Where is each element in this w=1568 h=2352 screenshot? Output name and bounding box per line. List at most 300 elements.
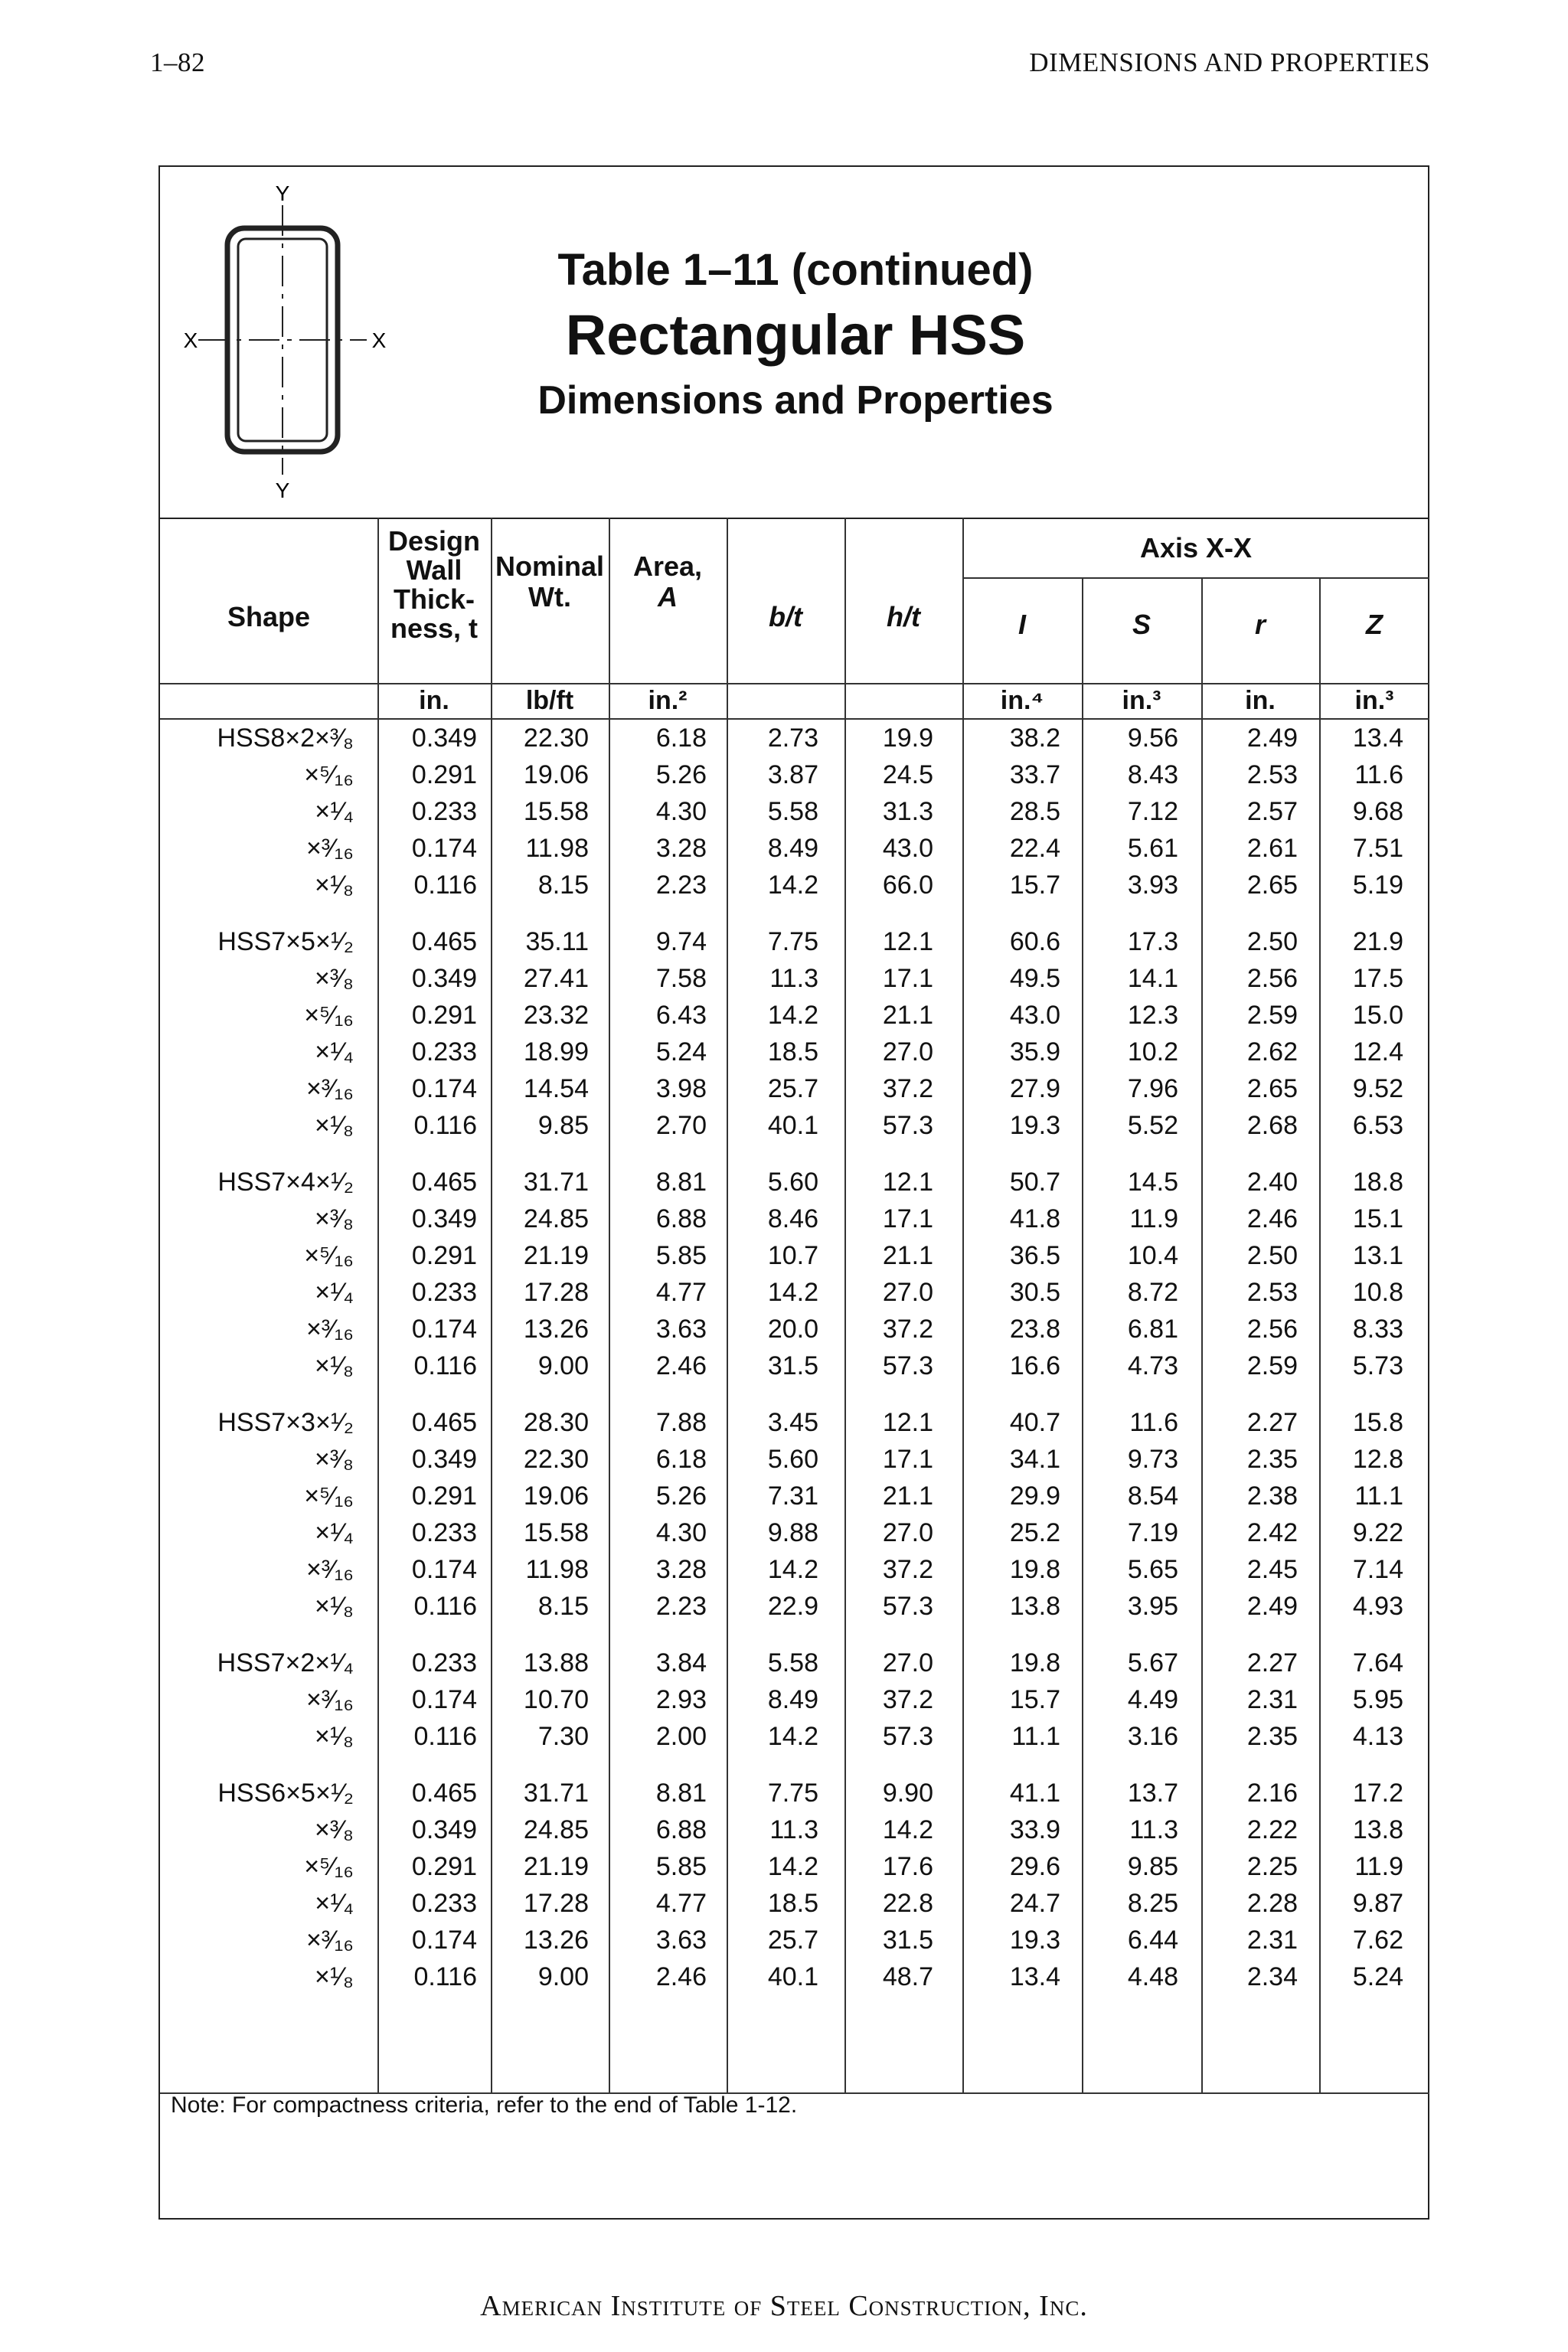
value-cell: 18.8 — [1352, 1168, 1403, 1197]
value-cell: 0.233 — [411, 1518, 477, 1547]
axis-x-right-label: X — [371, 328, 387, 352]
value-cell: 13.1 — [1352, 1241, 1403, 1270]
value-cell: 2.56 — [1246, 964, 1298, 993]
shape-cell: ×³⁄₁₆ — [305, 1926, 354, 1955]
value-cell: 35.9 — [1009, 1037, 1060, 1067]
value-cell: 0.349 — [411, 1445, 477, 1474]
value-cell: 8.81 — [655, 1779, 707, 1808]
value-cell: 8.43 — [1127, 760, 1178, 789]
value-cell: 2.53 — [1246, 760, 1298, 789]
value-cell: 0.465 — [411, 1168, 477, 1197]
shape-cell: ×³⁄₈ — [315, 964, 354, 993]
value-cell: 15.1 — [1352, 1204, 1403, 1233]
shape-cell: ×¹⁄₈ — [315, 1962, 354, 1991]
shape-cell: ×³⁄₁₆ — [305, 1685, 354, 1714]
value-cell: 0.174 — [411, 1555, 477, 1584]
shape-cell: HSS7×5×¹⁄₂ — [217, 927, 354, 956]
shape-cell: ×³⁄₁₆ — [305, 1074, 354, 1103]
value-cell: 33.9 — [1009, 1815, 1060, 1844]
value-cell: 12.3 — [1127, 1001, 1178, 1030]
shape-cell: ×¹⁄₈ — [315, 1592, 354, 1621]
value-cell: 2.59 — [1246, 1001, 1298, 1030]
shape-cell: HSS6×5×¹⁄₂ — [217, 1779, 354, 1808]
shape-cell: ×¹⁄₄ — [315, 797, 354, 826]
value-cell: 2.56 — [1246, 1315, 1298, 1344]
value-cell: 40.1 — [767, 1111, 818, 1140]
value-cell: 20.0 — [767, 1315, 818, 1344]
value-cell: 19.3 — [1009, 1111, 1060, 1140]
value-cell: 2.28 — [1246, 1889, 1298, 1918]
value-cell: 2.31 — [1246, 1685, 1298, 1714]
value-cell: 14.5 — [1127, 1168, 1178, 1197]
value-cell: 8.25 — [1127, 1889, 1178, 1918]
value-cell: 4.49 — [1127, 1685, 1178, 1714]
value-cell: 14.2 — [882, 1815, 933, 1844]
value-cell: 21.9 — [1352, 927, 1403, 956]
value-cell: 9.85 — [537, 1111, 589, 1140]
unit-area: in.² — [648, 686, 688, 715]
value-cell: 38.2 — [1009, 724, 1060, 753]
value-cell: 0.349 — [411, 1204, 477, 1233]
header-thickness: Design Wall Thick- ness, t — [387, 525, 481, 644]
value-cell: 4.93 — [1352, 1592, 1403, 1621]
value-cell: 7.30 — [537, 1722, 589, 1751]
value-cell: 11.3 — [769, 964, 818, 993]
value-cell: 57.3 — [882, 1592, 933, 1621]
value-cell: 10.4 — [1127, 1241, 1178, 1270]
value-cell: 2.49 — [1246, 1592, 1298, 1621]
value-cell: 34.1 — [1009, 1445, 1060, 1474]
value-cell: 22.4 — [1009, 834, 1060, 863]
value-cell: 0.349 — [411, 1815, 477, 1844]
value-cell: 17.28 — [523, 1889, 589, 1918]
value-cell: 19.8 — [1009, 1555, 1060, 1584]
value-cell: 4.48 — [1127, 1962, 1178, 1991]
shape-cell: ×⁵⁄₁₆ — [304, 1481, 354, 1511]
unit-t: in. — [419, 686, 449, 715]
value-cell: 2.27 — [1246, 1408, 1298, 1437]
value-cell: 0.465 — [411, 1408, 477, 1437]
value-cell: 31.5 — [767, 1351, 818, 1380]
value-cell: 5.58 — [767, 797, 818, 826]
value-cell: 3.63 — [655, 1315, 707, 1344]
value-cell: 17.1 — [882, 1445, 933, 1474]
value-cell: 5.58 — [767, 1648, 818, 1677]
value-cell: 17.6 — [882, 1852, 933, 1881]
value-cell: 0.233 — [411, 1648, 477, 1677]
value-cell: 8.81 — [655, 1168, 707, 1197]
value-cell: 17.3 — [1127, 927, 1178, 956]
value-cell: 14.2 — [767, 1852, 818, 1881]
value-cell: 3.93 — [1127, 871, 1178, 900]
shape-cell: ×¹⁄₄ — [315, 1889, 354, 1918]
value-cell: 15.0 — [1352, 1001, 1403, 1030]
value-cell: 21.19 — [523, 1241, 589, 1270]
value-cell: 21.1 — [882, 1481, 933, 1511]
value-cell: 17.28 — [523, 1278, 589, 1307]
value-cell: 0.174 — [411, 1315, 477, 1344]
value-cell: 6.18 — [655, 1445, 707, 1474]
value-cell: 2.00 — [655, 1722, 707, 1751]
value-cell: 0.233 — [411, 797, 477, 826]
value-cell: 2.16 — [1246, 1779, 1298, 1808]
shape-cell: HSS8×2×³⁄₈ — [217, 724, 354, 753]
header-shape: Shape — [227, 601, 311, 632]
value-cell: 0.291 — [411, 760, 477, 789]
value-cell: 27.0 — [882, 1648, 933, 1677]
value-cell: 0.116 — [413, 1592, 477, 1621]
shape-cell: ×³⁄₁₆ — [305, 1555, 354, 1584]
value-cell: 15.7 — [1009, 871, 1060, 900]
value-cell: 0.291 — [411, 1241, 477, 1270]
value-cell: 2.35 — [1246, 1445, 1298, 1474]
value-cell: 37.2 — [882, 1685, 933, 1714]
value-cell: 7.62 — [1352, 1926, 1403, 1955]
value-cell: 43.0 — [882, 834, 933, 863]
value-cell: 0.233 — [411, 1278, 477, 1307]
header-axis: Axis X-X — [1139, 532, 1253, 564]
value-cell: 13.88 — [523, 1648, 589, 1677]
value-cell: 0.291 — [411, 1001, 477, 1030]
shape-cell: ×³⁄₁₆ — [305, 1315, 354, 1344]
unit-S: in.³ — [1122, 686, 1161, 715]
value-cell: 6.18 — [655, 724, 707, 753]
value-cell: 49.5 — [1009, 964, 1060, 993]
value-cell: 0.174 — [411, 1685, 477, 1714]
value-cell: 2.46 — [1246, 1204, 1298, 1233]
shape-cell: ×⁵⁄₁₆ — [304, 1852, 354, 1881]
unit-I: in.⁴ — [1000, 686, 1044, 715]
value-cell: 57.3 — [882, 1351, 933, 1380]
value-cell: 2.46 — [655, 1962, 707, 1991]
value-cell: 18.5 — [767, 1037, 818, 1067]
value-cell: 13.26 — [523, 1926, 589, 1955]
value-cell: 12.1 — [882, 927, 933, 956]
value-cell: 29.6 — [1009, 1852, 1060, 1881]
value-cell: 14.2 — [767, 1722, 818, 1751]
value-cell: 5.65 — [1127, 1555, 1178, 1584]
shape-cell: ×¹⁄₈ — [315, 1111, 354, 1140]
value-cell: 37.2 — [882, 1315, 933, 1344]
value-cell: 5.52 — [1127, 1111, 1178, 1140]
value-cell: 6.88 — [655, 1204, 707, 1233]
header-ht: h/t — [887, 601, 920, 632]
value-cell: 40.7 — [1009, 1408, 1060, 1437]
value-cell: 3.63 — [655, 1926, 707, 1955]
value-cell: 9.56 — [1127, 724, 1178, 753]
value-cell: 11.1 — [1011, 1722, 1060, 1751]
value-cell: 9.52 — [1352, 1074, 1403, 1103]
value-cell: 4.73 — [1127, 1351, 1178, 1380]
value-cell: 0.116 — [413, 1351, 477, 1380]
value-cell: 2.49 — [1246, 724, 1298, 753]
header-bt: b/t — [769, 601, 802, 632]
value-cell: 15.58 — [523, 797, 589, 826]
value-cell: 9.90 — [882, 1779, 933, 1808]
value-cell: 0.174 — [411, 834, 477, 863]
value-cell: 13.4 — [1009, 1962, 1060, 1991]
value-cell: 11.1 — [1354, 1481, 1403, 1511]
value-cell: 24.7 — [1009, 1889, 1060, 1918]
value-cell: 9.85 — [1127, 1852, 1178, 1881]
value-cell: 0.116 — [413, 1722, 477, 1751]
value-cell: 12.8 — [1352, 1445, 1403, 1474]
value-cell: 0.116 — [413, 871, 477, 900]
value-cell: 4.77 — [655, 1278, 707, 1307]
shape-cell: ×¹⁄₄ — [315, 1518, 354, 1547]
value-cell: 19.06 — [523, 760, 589, 789]
header-weight: Nominal Wt. — [495, 550, 604, 612]
value-cell: 27.0 — [882, 1518, 933, 1547]
value-cell: 31.71 — [523, 1168, 589, 1197]
value-cell: 8.33 — [1352, 1315, 1403, 1344]
value-cell: 8.49 — [767, 834, 818, 863]
shape-cell: ×⁵⁄₁₆ — [304, 1001, 354, 1030]
value-cell: 11.6 — [1354, 760, 1403, 789]
value-cell: 8.54 — [1127, 1481, 1178, 1511]
value-cell: 9.87 — [1352, 1889, 1403, 1918]
value-cell: 5.24 — [1352, 1962, 1403, 1991]
value-cell: 2.73 — [767, 724, 818, 753]
value-cell: 5.26 — [655, 760, 707, 789]
value-cell: 11.3 — [769, 1815, 818, 1844]
header-I: I — [1018, 609, 1026, 640]
value-cell: 27.0 — [882, 1278, 933, 1307]
value-cell: 0.116 — [413, 1962, 477, 1991]
value-cell: 2.53 — [1246, 1278, 1298, 1307]
value-cell: 2.42 — [1246, 1518, 1298, 1547]
value-cell: 5.73 — [1352, 1351, 1403, 1380]
value-cell: 12.4 — [1352, 1037, 1403, 1067]
value-cell: 25.7 — [767, 1926, 818, 1955]
shape-cell: ×¹⁄₈ — [315, 1722, 354, 1751]
value-cell: 8.46 — [767, 1204, 818, 1233]
shape-cell: HSS7×4×¹⁄₂ — [217, 1168, 354, 1197]
value-cell: 13.8 — [1352, 1815, 1403, 1844]
value-cell: 2.27 — [1246, 1648, 1298, 1677]
value-cell: 15.7 — [1009, 1685, 1060, 1714]
value-cell: 8.72 — [1127, 1278, 1178, 1307]
value-cell: 22.9 — [767, 1592, 818, 1621]
value-cell: 30.5 — [1009, 1278, 1060, 1307]
value-cell: 2.31 — [1246, 1926, 1298, 1955]
value-cell: 11.98 — [525, 1555, 589, 1584]
value-cell: 9.22 — [1352, 1518, 1403, 1547]
value-cell: 4.13 — [1352, 1722, 1403, 1751]
value-cell: 25.2 — [1009, 1518, 1060, 1547]
value-cell: 5.85 — [655, 1852, 707, 1881]
value-cell: 24.85 — [523, 1204, 589, 1233]
page-number: 1–82 — [150, 47, 205, 77]
value-cell: 14.2 — [767, 1278, 818, 1307]
value-cell: 3.98 — [655, 1074, 707, 1103]
value-cell: 0.233 — [411, 1889, 477, 1918]
value-cell: 23.32 — [523, 1001, 589, 1030]
value-cell: 22.8 — [882, 1889, 933, 1918]
value-cell: 7.19 — [1127, 1518, 1178, 1547]
shape-cell: ×³⁄₁₆ — [305, 834, 354, 863]
value-cell: 3.84 — [655, 1648, 707, 1677]
shape-cell: ×³⁄₈ — [315, 1204, 354, 1233]
value-cell: 31.3 — [882, 797, 933, 826]
value-cell: 60.6 — [1009, 927, 1060, 956]
value-cell: 2.65 — [1246, 871, 1298, 900]
value-cell: 4.30 — [655, 1518, 707, 1547]
value-cell: 2.57 — [1246, 797, 1298, 826]
value-cell: 0.291 — [411, 1481, 477, 1511]
value-cell: 17.1 — [882, 1204, 933, 1233]
value-cell: 21.1 — [882, 1241, 933, 1270]
value-cell: 31.5 — [882, 1926, 933, 1955]
value-cell: 37.2 — [882, 1555, 933, 1584]
shape-cell: ×¹⁄₈ — [315, 871, 354, 900]
value-cell: 14.2 — [767, 871, 818, 900]
header-Z: Z — [1366, 609, 1383, 640]
value-cell: 19.9 — [882, 724, 933, 753]
value-cell: 2.68 — [1246, 1111, 1298, 1140]
value-cell: 0.174 — [411, 1926, 477, 1955]
value-cell: 14.1 — [1127, 964, 1178, 993]
shape-cell: ×³⁄₈ — [315, 1445, 354, 1474]
table-label: Table 1–11 (continued) — [557, 245, 1034, 295]
value-cell: 14.2 — [767, 1001, 818, 1030]
value-cell: 17.2 — [1352, 1779, 1403, 1808]
value-cell: 5.95 — [1352, 1685, 1403, 1714]
value-cell: 2.61 — [1246, 834, 1298, 863]
value-cell: 4.30 — [655, 797, 707, 826]
value-cell: 24.5 — [882, 760, 933, 789]
value-cell: 11.9 — [1129, 1204, 1178, 1233]
value-cell: 13.7 — [1127, 1779, 1178, 1808]
value-cell: 25.7 — [767, 1074, 818, 1103]
value-cell: 11.98 — [525, 834, 589, 863]
value-cell: 2.38 — [1246, 1481, 1298, 1511]
value-cell: 2.35 — [1246, 1722, 1298, 1751]
value-cell: 12.1 — [882, 1408, 933, 1437]
value-cell: 19.8 — [1009, 1648, 1060, 1677]
value-cell: 19.06 — [523, 1481, 589, 1511]
axis-x-left-label: X — [183, 328, 198, 352]
value-cell: 31.71 — [523, 1779, 589, 1808]
value-cell: 6.88 — [655, 1815, 707, 1844]
table-subtitle: Dimensions and Properties — [537, 378, 1054, 423]
value-cell: 7.12 — [1127, 797, 1178, 826]
value-cell: 2.50 — [1246, 1241, 1298, 1270]
value-cell: 57.3 — [882, 1722, 933, 1751]
value-cell: 5.60 — [767, 1445, 818, 1474]
value-cell: 10.70 — [523, 1685, 589, 1714]
value-cell: 9.00 — [537, 1351, 589, 1380]
value-cell: 5.61 — [1127, 834, 1178, 863]
value-cell: 7.75 — [767, 927, 818, 956]
shape-cell: ×¹⁄₈ — [315, 1351, 354, 1380]
value-cell: 7.31 — [767, 1481, 818, 1511]
value-cell: 18.5 — [767, 1889, 818, 1918]
value-cell: 10.8 — [1352, 1278, 1403, 1307]
table-name: Rectangular HSS — [565, 303, 1026, 367]
value-cell: 3.45 — [767, 1408, 818, 1437]
shape-cell: ×⁵⁄₁₆ — [304, 1241, 354, 1270]
value-cell: 36.5 — [1009, 1241, 1060, 1270]
value-cell: 0.291 — [411, 1852, 477, 1881]
page-footer: American Institute of Steel Construction, Inc. — [480, 2290, 1088, 2322]
value-cell: 2.70 — [655, 1111, 707, 1140]
value-cell: 3.28 — [655, 1555, 707, 1584]
value-cell: 3.28 — [655, 834, 707, 863]
value-cell: 14.54 — [523, 1074, 589, 1103]
value-cell: 18.99 — [523, 1037, 589, 1067]
value-cell: 8.49 — [767, 1685, 818, 1714]
value-cell: 7.88 — [655, 1408, 707, 1437]
value-cell: 7.51 — [1352, 834, 1403, 863]
value-cell: 12.1 — [882, 1168, 933, 1197]
value-cell: 7.75 — [767, 1779, 818, 1808]
value-cell: 9.74 — [655, 927, 707, 956]
value-cell: 27.0 — [882, 1037, 933, 1067]
value-cell: 2.50 — [1246, 927, 1298, 956]
header-S: S — [1132, 609, 1151, 640]
value-cell: 37.2 — [882, 1074, 933, 1103]
value-cell: 5.19 — [1352, 871, 1403, 900]
value-cell: 29.9 — [1009, 1481, 1060, 1511]
value-cell: 41.1 — [1009, 1779, 1060, 1808]
value-cell: 23.8 — [1009, 1315, 1060, 1344]
value-cell: 13.4 — [1352, 724, 1403, 753]
value-cell: 27.41 — [523, 964, 589, 993]
value-cell: 2.40 — [1246, 1168, 1298, 1197]
value-cell: 4.77 — [655, 1889, 707, 1918]
value-cell: 11.3 — [1129, 1815, 1178, 1844]
value-cell: 19.3 — [1009, 1926, 1060, 1955]
value-cell: 28.30 — [523, 1408, 589, 1437]
value-cell: 0.465 — [411, 1779, 477, 1808]
value-cell: 7.58 — [655, 964, 707, 993]
value-cell: 7.64 — [1352, 1648, 1403, 1677]
value-cell: 6.43 — [655, 1001, 707, 1030]
shape-cell: HSS7×2×¹⁄₄ — [217, 1648, 354, 1677]
value-cell: 8.15 — [537, 871, 589, 900]
value-cell: 11.6 — [1129, 1408, 1178, 1437]
value-cell: 33.7 — [1009, 760, 1060, 789]
value-cell: 17.5 — [1352, 964, 1403, 993]
value-cell: 43.0 — [1009, 1001, 1060, 1030]
value-cell: 9.88 — [767, 1518, 818, 1547]
value-cell: 13.26 — [523, 1315, 589, 1344]
value-cell: 3.87 — [767, 760, 818, 789]
value-cell: 2.45 — [1246, 1555, 1298, 1584]
value-cell: 14.2 — [767, 1555, 818, 1584]
value-cell: 2.62 — [1246, 1037, 1298, 1067]
value-cell: 0.116 — [413, 1111, 477, 1140]
shape-cell: ×⁵⁄₁₆ — [304, 760, 354, 789]
table-note: Note: For compactness criteria, refer to the end of Table 1-12. — [171, 2092, 798, 2118]
value-cell: 0.349 — [411, 964, 477, 993]
shape-cell: ×³⁄₈ — [315, 1815, 354, 1844]
unit-Z: in.³ — [1354, 686, 1394, 715]
shape-cell: HSS7×3×¹⁄₂ — [217, 1408, 354, 1437]
axis-y-bottom-label: Y — [275, 479, 290, 502]
value-cell: 2.23 — [655, 1592, 707, 1621]
value-cell: 2.46 — [655, 1351, 707, 1380]
value-cell: 66.0 — [882, 871, 933, 900]
value-cell: 27.9 — [1009, 1074, 1060, 1103]
value-cell: 9.00 — [537, 1962, 589, 1991]
value-cell: 50.7 — [1009, 1168, 1060, 1197]
value-cell: 48.7 — [882, 1962, 933, 1991]
value-cell: 5.85 — [655, 1241, 707, 1270]
value-cell: 21.19 — [523, 1852, 589, 1881]
value-cell: 0.349 — [411, 724, 477, 753]
